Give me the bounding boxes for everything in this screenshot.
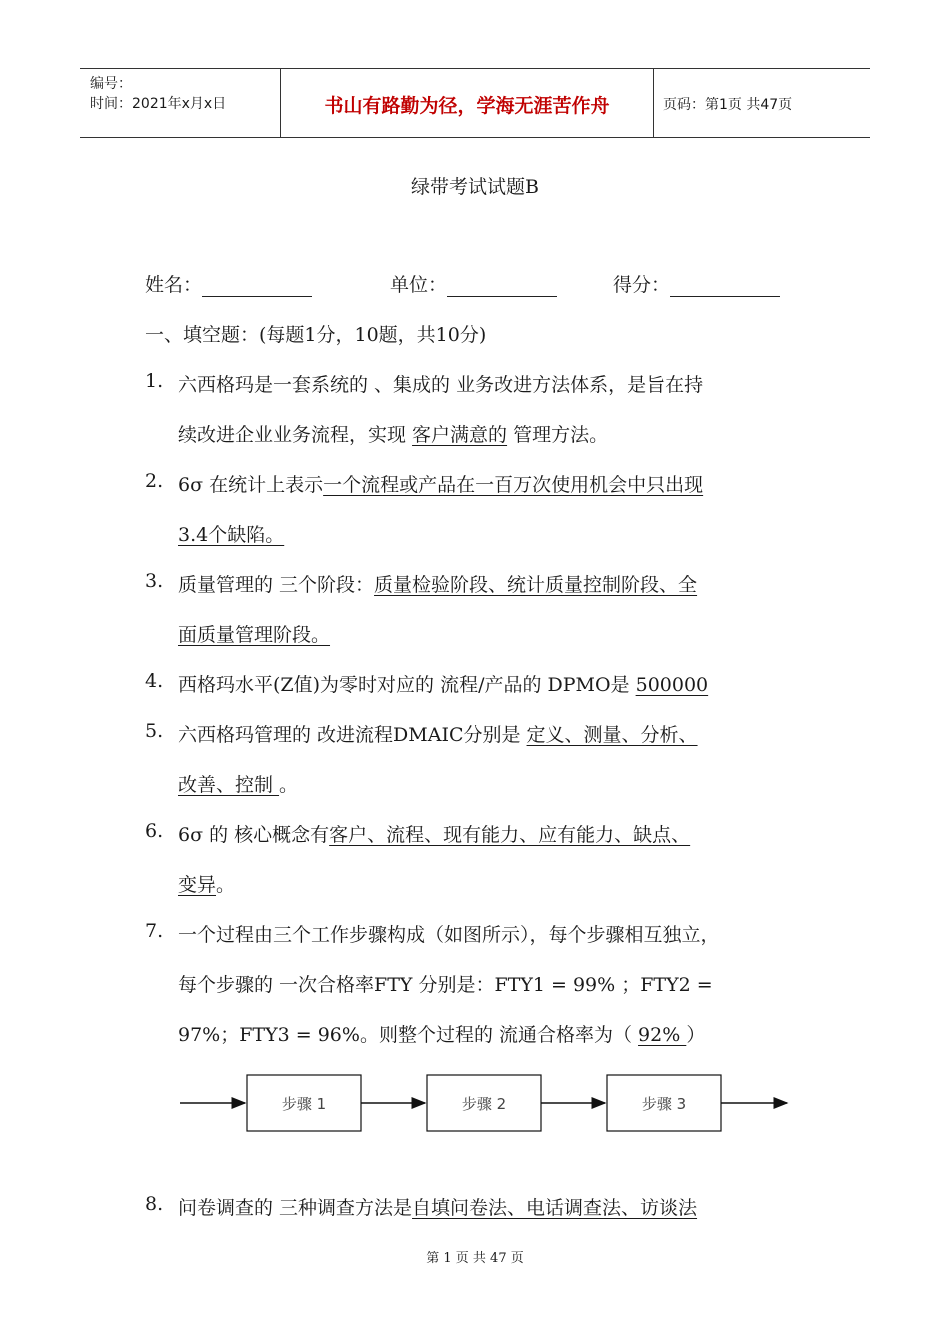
question-number: 3. [145, 570, 164, 592]
time-label: 时间：2021年x月x日 [90, 96, 227, 112]
question-text: 6σ 的 核心概念有 [178, 824, 330, 846]
step-label-2: 步骤 2 [461, 1095, 507, 1113]
section-title: 一、填空题：(每题1分，10题，共10分) [145, 324, 487, 346]
question-line [178, 1193, 697, 1220]
question-line [178, 470, 703, 497]
answer-text: 变异 [178, 874, 217, 896]
question-text: 六西格玛管理的 改进流程DMAIC分别是 [178, 724, 527, 746]
question-number: 5. [145, 720, 164, 742]
question-line [178, 870, 235, 897]
question-line [178, 620, 330, 647]
question-number: 8. [145, 1193, 164, 1215]
unit-blank[interactable] [447, 276, 557, 297]
answer-text: 面质量管理阶段。 [178, 624, 331, 646]
question-line [178, 1020, 705, 1047]
unit-field [390, 270, 557, 297]
answer-text: 定义、测量、分析、 [526, 724, 698, 746]
score-label: 得分： [613, 274, 671, 296]
question-line [178, 670, 708, 697]
answer-text: 92% [638, 1024, 687, 1046]
page-header [80, 68, 870, 138]
step-label-3: 步骤 3 [641, 1095, 687, 1113]
answer-text: 500000 [635, 674, 709, 696]
question-number: 2. [145, 470, 164, 492]
answer-text: 客户满意的 [412, 424, 508, 446]
question-text: ） [686, 1024, 706, 1046]
answer-text: 3.4个缺陷。 [178, 524, 285, 546]
unit-label: 单位： [390, 274, 448, 296]
answer-text: 一个流程或产品在一百万次使用机会中只出现 [323, 474, 704, 496]
question-line [178, 720, 698, 747]
question-number: 6. [145, 820, 164, 842]
question-text: 续改进企业业务流程，实现 [178, 424, 413, 446]
question-text: 西格玛水平(Z值)为零时对应的 流程/产品的 DPMO是 [178, 674, 636, 696]
process-flow-diagram [175, 1070, 795, 1136]
question-line [178, 570, 697, 597]
page-footer: 第 1 页 共 47 页 [426, 1251, 524, 1266]
question-number: 1. [145, 370, 164, 392]
question-number: 7. [145, 920, 164, 942]
answer-text: 客户、流程、现有能力、应有能力、缺点、 [329, 824, 691, 846]
question-text: 97%；FTY3 = 96%。则整个过程的 流通合格率为（ [178, 1024, 639, 1046]
question-text: 质量管理的 三个阶段： [178, 574, 375, 596]
question-text: 管理方法。 [507, 424, 609, 446]
question-text: 6σ 在统计上表示 [178, 474, 324, 496]
question-line [178, 770, 298, 797]
question-text: 问卷调查的 三种调查方法是 [178, 1197, 413, 1219]
question-line [178, 920, 720, 947]
question-text: 六西格玛是一套系统的 、集成的 业务改进方法体系，是旨在持 [178, 374, 704, 396]
question-number: 4. [145, 670, 164, 692]
answer-text: 改善、控制 [178, 774, 280, 796]
header-page-cell [653, 69, 870, 137]
score-blank[interactable] [670, 276, 780, 297]
question-line [178, 420, 608, 447]
answer-text: 质量检验阶段、统计质量控制阶段、全 [374, 574, 698, 596]
score-field [613, 270, 780, 297]
question-text: 。 [279, 774, 299, 796]
code-label: 编号： [90, 76, 132, 92]
question-line [178, 970, 713, 997]
question-text: 。 [216, 874, 236, 896]
question-text: 一个过程由三个工作步骤构成（如图所示），每个步骤相互独立， [178, 924, 720, 946]
answer-text: 自填问卷法、电话调查法、访谈法 [412, 1197, 698, 1219]
question-text: 每个步骤的 一次合格率FTY 分别是：FTY1 = 99% ；FTY2 = [178, 974, 713, 996]
question-line [178, 370, 703, 397]
page-code: 页码：第1页 共47页 [663, 97, 793, 113]
name-field [145, 270, 312, 297]
header-motto-cell [280, 69, 654, 137]
name-label: 姓名： [145, 274, 203, 296]
step-label-1: 步骤 1 [281, 1095, 327, 1113]
question-line [178, 520, 284, 547]
doc-title: 绿带考试试题B [411, 176, 539, 198]
name-blank[interactable] [202, 276, 312, 297]
motto: 书山有路勤为径，学海无涯苦作舟 [324, 95, 610, 117]
question-line [178, 820, 690, 847]
header-info-cell [80, 69, 280, 137]
